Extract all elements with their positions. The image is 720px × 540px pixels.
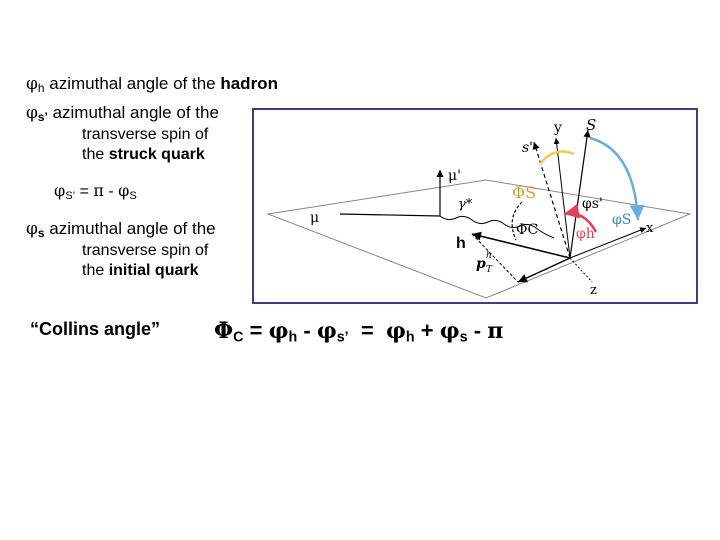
continuation-plain: the — [82, 146, 105, 163]
formula-h-subscript: h — [288, 329, 298, 346]
label-x: x — [646, 221, 654, 236]
relation-equation — [54, 181, 137, 202]
label-Phi-C: ΦC — [516, 222, 539, 238]
continuation-line-2: transverse spin of — [82, 126, 209, 143]
scattering-plane — [268, 180, 690, 298]
continuation-bold: struck quark — [108, 146, 205, 163]
formula-minus: - — [473, 318, 482, 343]
phi-symbol: φ — [386, 318, 406, 344]
formula-s-subscript: s — [459, 329, 468, 346]
label-mu-prime: μ' — [448, 168, 461, 184]
definition-text: azimuthal angle of the — [49, 74, 216, 93]
phi-symbol: φ — [316, 318, 337, 344]
kinematics-diagram — [252, 108, 698, 304]
phi-s-prime-subscript: s’ — [37, 109, 48, 124]
phi-symbol: φ — [26, 74, 38, 94]
definition-phi-s — [26, 219, 216, 240]
formula-plus: + — [420, 318, 434, 343]
label-y: y — [554, 120, 562, 136]
phi-s-subscript: s — [37, 225, 45, 240]
definition-text: azimuthal angle of the — [49, 219, 216, 238]
definition-phi-s-continuation — [82, 241, 208, 281]
phi-symbol: φ — [439, 318, 460, 344]
phi-h-subscript: h — [37, 80, 45, 95]
mu-line — [340, 214, 440, 216]
label-pT-sup: h — [486, 251, 492, 261]
phi-symbol: φ — [268, 318, 289, 344]
definition-phi-s-prime-continuation — [82, 125, 208, 165]
relation-equals: = — [79, 183, 89, 200]
definition-bold: hadron — [220, 74, 278, 93]
label-h: h — [456, 235, 466, 252]
continuation-line-2: transverse spin of — [82, 242, 209, 259]
label-Phi-S: ΦS — [512, 183, 537, 202]
definition-phi-h — [26, 74, 278, 95]
pi-symbol: π — [487, 318, 504, 344]
phi-symbol: φ — [54, 181, 66, 200]
label-gamma: γ* — [458, 197, 473, 212]
continuation-line-3 — [82, 145, 208, 165]
definition-text: azimuthal angle of the — [52, 103, 219, 122]
Phi-symbol: Φ — [214, 318, 234, 344]
label-z: z — [590, 283, 597, 298]
continuation-bold: initial quark — [108, 262, 199, 279]
z-axis — [570, 258, 592, 282]
label-S-prime: s' — [522, 140, 534, 156]
label-phi-S: φS — [612, 212, 632, 228]
pi-symbol: π — [93, 181, 104, 200]
phi-symbol: φ — [26, 103, 38, 123]
definition-phi-s-prime — [26, 103, 219, 124]
formula-equals: = — [249, 318, 263, 343]
relation-minus: - — [108, 183, 114, 200]
label-S: S — [586, 116, 597, 134]
label-pT-sub: T — [486, 265, 493, 275]
label-mu: μ — [310, 210, 320, 226]
collins-angle-label: “Collins angle” — [30, 319, 161, 339]
y-axis — [556, 138, 570, 258]
phi-symbol: φ — [118, 181, 130, 200]
spin-S-prime-vector — [534, 142, 570, 258]
phi-S-arc — [540, 152, 574, 164]
continuation-plain: the — [82, 262, 105, 279]
phi-symbol: φ — [26, 219, 38, 239]
collins-angle-formula — [214, 318, 503, 346]
relation-lhs-subscript: S’ — [65, 189, 76, 202]
formula-s-prime-subscript: s’ — [336, 329, 349, 346]
formula-equals: = — [360, 318, 374, 343]
kinematics-svg — [254, 110, 696, 302]
pt-vector — [518, 258, 570, 282]
label-pT: p — [476, 256, 486, 272]
formula-h2-subscript: h — [405, 329, 415, 346]
collins-C-subscript: C — [233, 329, 244, 346]
label-phi-S-prime: φs' — [582, 196, 603, 212]
relation-rhs-subscript: S — [129, 189, 137, 202]
formula-minus: - — [303, 318, 311, 343]
continuation-line-3 — [82, 261, 208, 281]
label-phi-h: φh — [576, 226, 595, 242]
